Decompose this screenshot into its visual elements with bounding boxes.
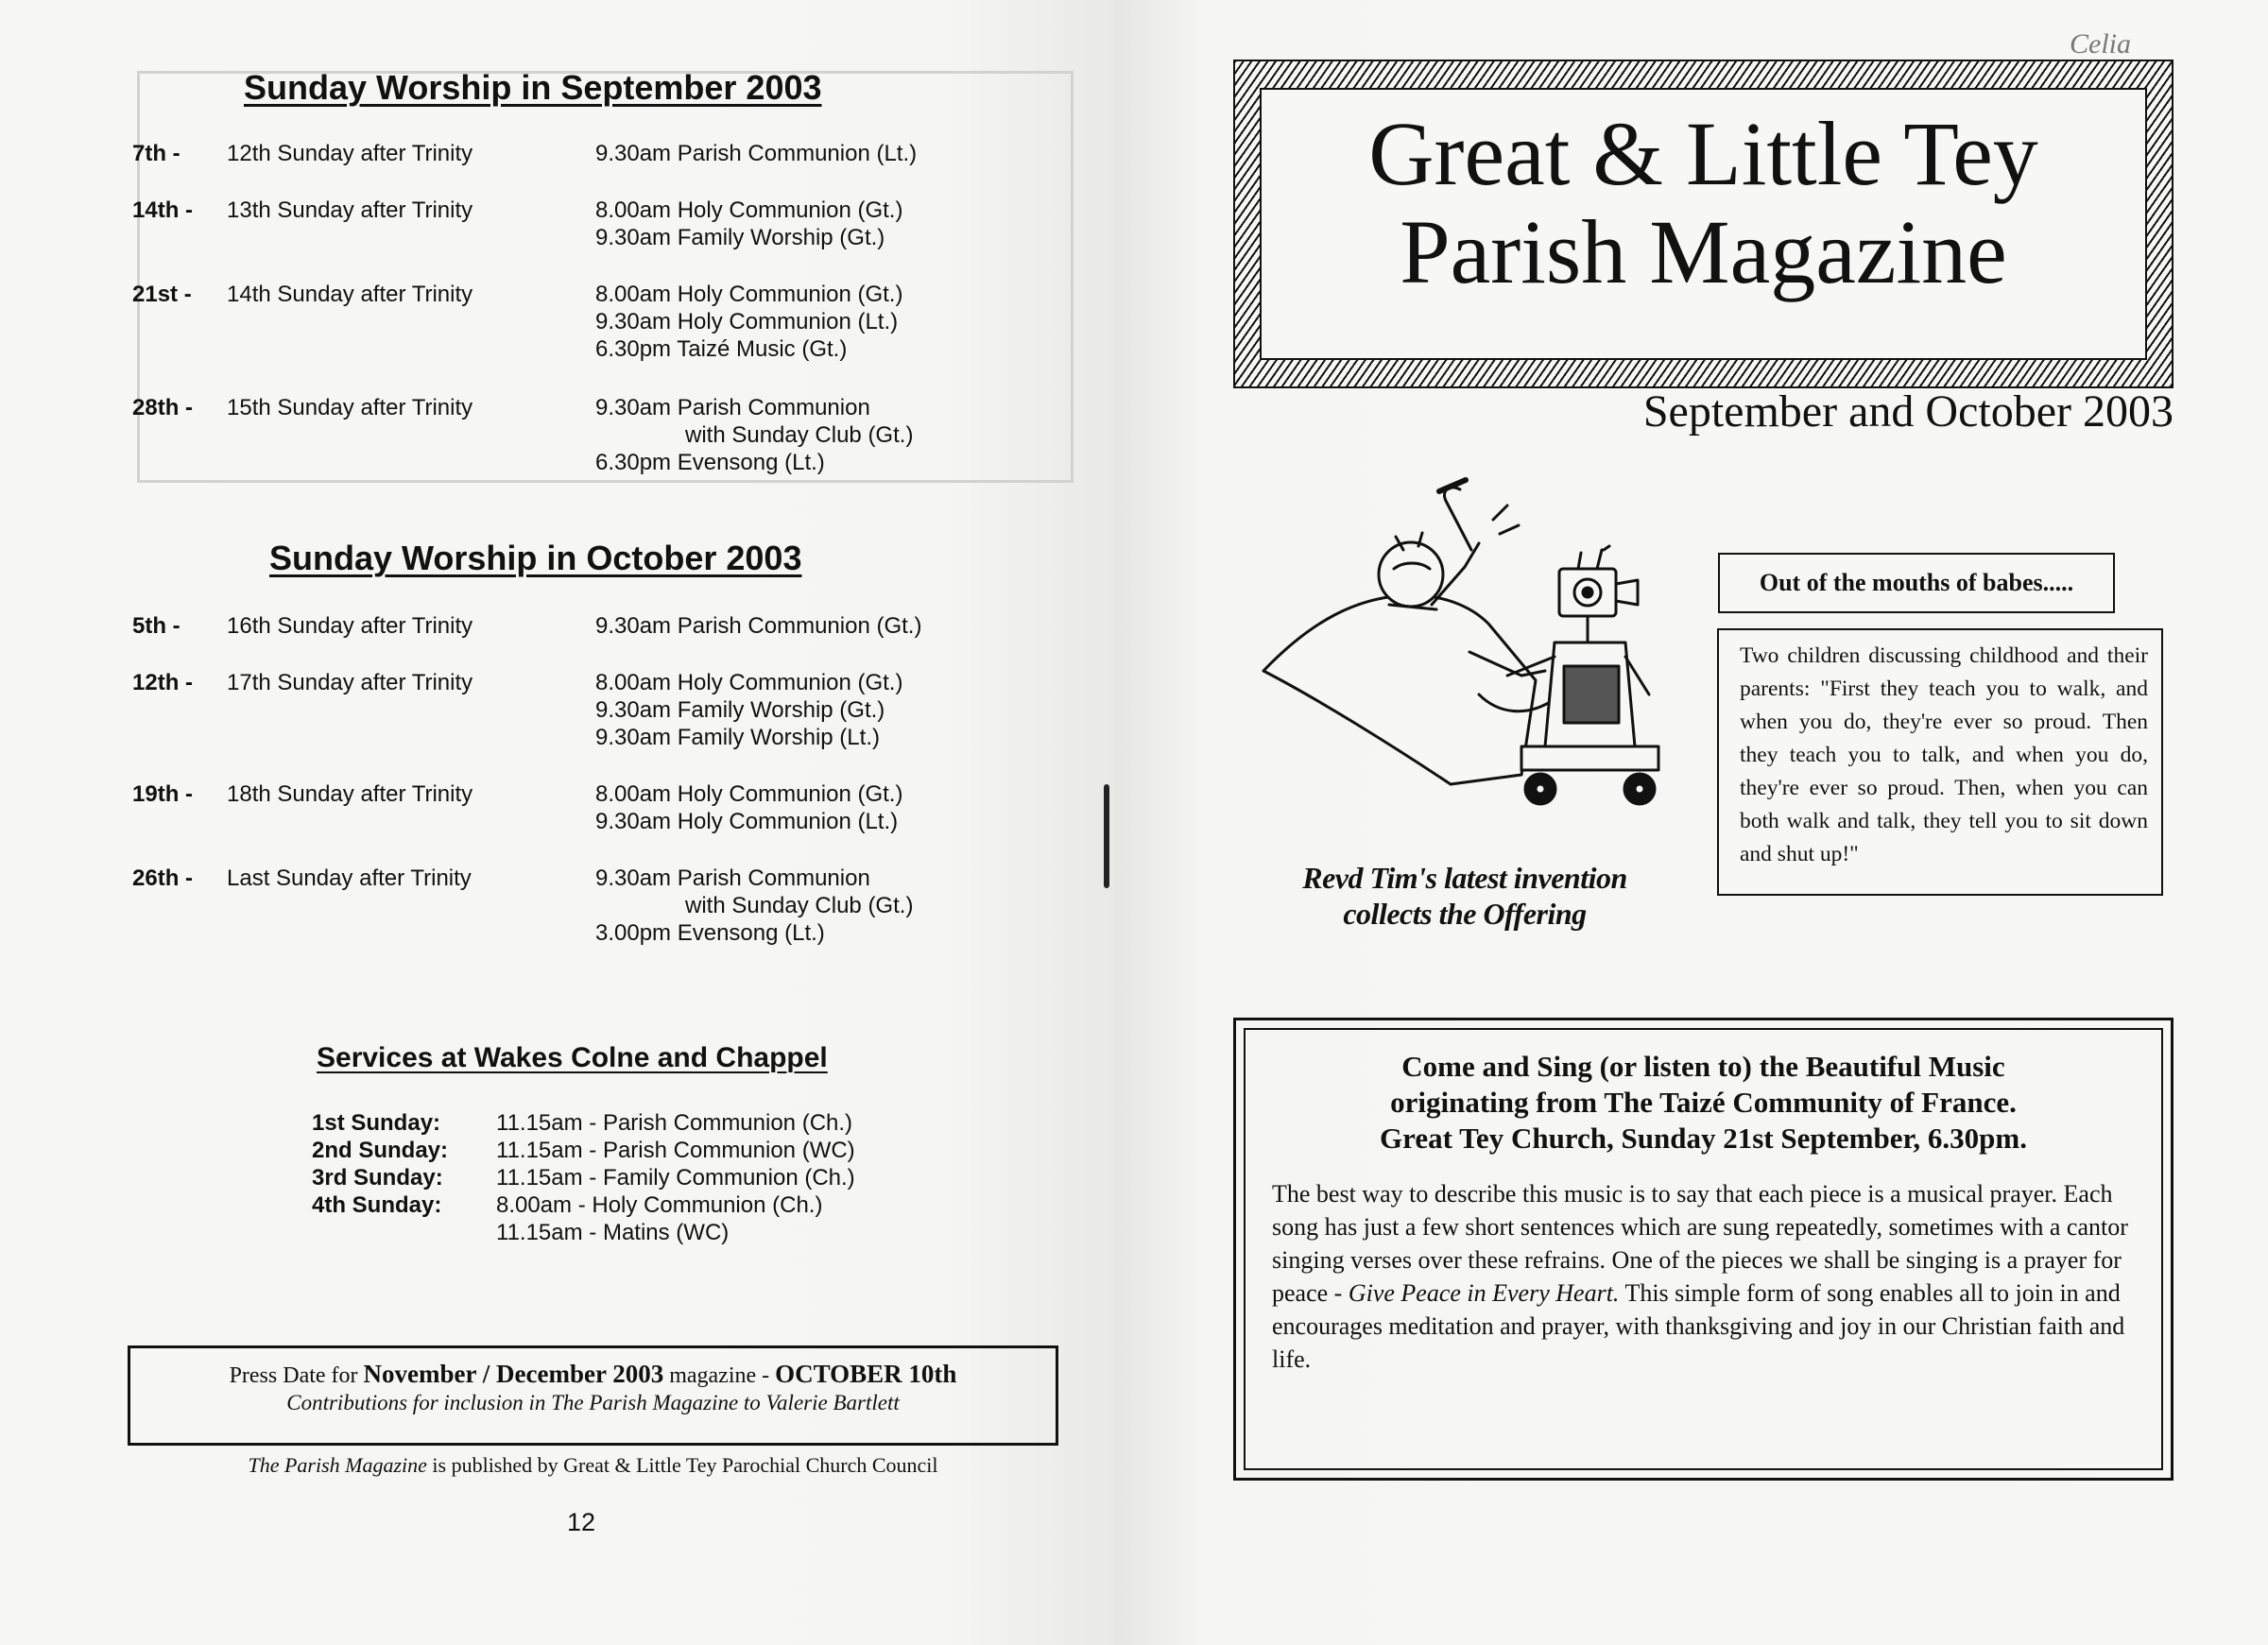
- caption-line: collects the Offering: [1343, 897, 1587, 931]
- service-time: 9.30am Parish Communion: [595, 395, 870, 420]
- service-date: 19th -: [132, 781, 194, 807]
- wakes-day: 1st Sunday:: [312, 1110, 441, 1136]
- press-date-box: [128, 1345, 1058, 1446]
- service-time: 9.30am Parish Communion: [595, 865, 870, 891]
- service-sunday: 13th Sunday after Trinity: [227, 197, 473, 223]
- service-time: 8.00am Holy Communion (Gt.): [595, 282, 903, 307]
- service-sunday: 15th Sunday after Trinity: [227, 395, 473, 420]
- masthead-title-line2: Parish Magazine: [1400, 201, 2007, 302]
- staple-shadow: [1104, 784, 1109, 888]
- taize-notice-inner: [1244, 1028, 2163, 1470]
- wakes-time: 11.15am - Family Communion (Ch.): [496, 1165, 855, 1191]
- caption-line: Revd Tim's latest invention: [1302, 861, 1627, 895]
- service-time: 3.00pm Evensong (Lt.): [595, 920, 825, 946]
- wakes-title: Services at Wakes Colne and Chappel: [317, 1042, 828, 1073]
- service-times: [595, 394, 1068, 476]
- service-times: [595, 780, 1068, 835]
- service-time: 6.30pm Evensong (Lt.): [595, 450, 825, 475]
- service-sunday: 14th Sunday after Trinity: [227, 282, 473, 307]
- service-times: [595, 281, 1068, 363]
- service-time: 8.00am Holy Communion (Gt.): [595, 781, 903, 807]
- wakes-day: 4th Sunday:: [312, 1192, 442, 1218]
- service-time: 6.30pm Taizé Music (Gt.): [595, 336, 848, 362]
- service-times: [595, 865, 1068, 947]
- cartoon-illustration: [1252, 463, 1781, 869]
- service-time: 9.30am Holy Communion (Lt.): [595, 809, 899, 834]
- taize-body-text: The best way to describe this music is to say that each piece is a musical prayer. Each song has just a few short sentences which are sung repeatedly, sometimes with a cantor singing verses over these refrains. One of the pieces we shall be singing is a prayer for peace -: [1272, 1180, 2128, 1307]
- service-sunday: 18th Sunday after Trinity: [227, 781, 473, 807]
- taize-heading-line: originating from The Taizé Community of France.: [1390, 1086, 2017, 1119]
- service-time: with Sunday Club (Gt.): [685, 893, 914, 918]
- service-time: 8.00am Holy Communion (Gt.): [595, 197, 903, 223]
- october-title: Sunday Worship in October 2003: [269, 539, 802, 577]
- service-date: 28th -: [132, 395, 194, 420]
- babes-text-box: Two children discussing childhood and their parents: "First they teach you to walk, and when you do, they're ever so proud. Then they teach you to talk, and when you do, they're ever so proud. Then, when you can both walk and talk, they tell you to sit down and shut up!": [1717, 628, 2163, 896]
- wakes-times: [496, 1164, 969, 1191]
- publisher-rest: is published by Great & Little Tey Parochial Church Council: [432, 1453, 938, 1477]
- taize-heading-line: Come and Sing (or listen to) the Beautiful Music: [1401, 1050, 2005, 1083]
- babes-title-box: Out of the mouths of babes.....: [1718, 553, 2115, 613]
- service-times: [595, 669, 1068, 751]
- service-times: [595, 197, 1068, 251]
- service-time: 9.30am Holy Communion (Lt.): [595, 309, 899, 334]
- taize-body-text: This simple form of song enables all to join in and encourages meditation and prayer, with thanksgiving and joy in our Christian faith and life.: [1272, 1279, 2125, 1373]
- wakes-time: 11.15am - Parish Communion (Ch.): [496, 1110, 853, 1136]
- service-date: 14th -: [132, 197, 194, 223]
- taize-body: [1272, 1177, 2135, 1376]
- service-sunday: 12th Sunday after Trinity: [227, 141, 473, 166]
- publisher-line: [128, 1453, 1058, 1478]
- service-date: 12th -: [132, 670, 194, 695]
- masthead-inner: [1260, 88, 2147, 360]
- service-sunday: 16th Sunday after Trinity: [227, 613, 473, 639]
- service-time: 9.30am Parish Communion (Gt.): [595, 613, 922, 639]
- press-contributions: Contributions for inclusion in The Parish Magazine to Valerie Bartlett: [286, 1391, 900, 1414]
- press-prefix: Press Date for: [229, 1363, 358, 1388]
- wakes-day: 2nd Sunday:: [312, 1138, 449, 1163]
- cartoon-caption: [1257, 860, 1673, 932]
- issue-date: September and October 2003: [1642, 386, 2174, 437]
- wakes-day: 3rd Sunday:: [312, 1165, 443, 1191]
- press-middle: magazine -: [669, 1363, 770, 1388]
- masthead: [1233, 60, 2174, 388]
- service-time: with Sunday Club (Gt.): [685, 422, 914, 448]
- wakes-time: 11.15am - Parish Communion (WC): [496, 1138, 855, 1163]
- service-date: 7th -: [132, 141, 180, 166]
- taize-notice-box: [1233, 1018, 2174, 1481]
- handwritten-initials: Celia: [2070, 28, 2131, 60]
- service-times: [595, 612, 1068, 640]
- taize-prayer-title: Give Peace in Every Heart.: [1348, 1279, 1620, 1307]
- press-issue: November / December 2003: [363, 1360, 664, 1388]
- page-number: 12: [567, 1508, 596, 1536]
- wakes-time: 8.00am - Holy Communion (Ch.): [496, 1192, 823, 1218]
- masthead-title-line1: Great & Little Tey: [1368, 103, 2038, 204]
- service-sunday: Last Sunday after Trinity: [227, 865, 472, 891]
- left-page: [0, 0, 1115, 1645]
- press-date-line: [130, 1360, 1056, 1389]
- service-date: 26th -: [132, 865, 194, 891]
- service-time: 9.30am Family Worship (Gt.): [595, 697, 885, 723]
- wakes-time: 11.15am - Matins (WC): [496, 1220, 730, 1245]
- service-time: 9.30am Family Worship (Lt.): [595, 725, 880, 750]
- taize-heading: [1272, 1049, 2135, 1157]
- publisher-title: The Parish Magazine: [248, 1453, 427, 1477]
- wakes-times: [496, 1109, 969, 1137]
- service-sunday: 17th Sunday after Trinity: [227, 670, 473, 695]
- service-time: 9.30am Parish Communion (Lt.): [595, 141, 918, 166]
- service-date: 21st -: [132, 282, 192, 307]
- service-date: 5th -: [132, 613, 180, 639]
- taize-heading-line: Great Tey Church, Sunday 21st September, 6.30pm.: [1380, 1122, 2027, 1155]
- wakes-times: [496, 1137, 969, 1164]
- press-deadline: OCTOBER 10th: [775, 1360, 957, 1388]
- service-time: 8.00am Holy Communion (Gt.): [595, 670, 903, 695]
- service-time: 9.30am Family Worship (Gt.): [595, 225, 885, 250]
- service-times: [595, 140, 1068, 167]
- wakes-times: [496, 1191, 969, 1246]
- september-title: Sunday Worship in September 2003: [244, 68, 822, 107]
